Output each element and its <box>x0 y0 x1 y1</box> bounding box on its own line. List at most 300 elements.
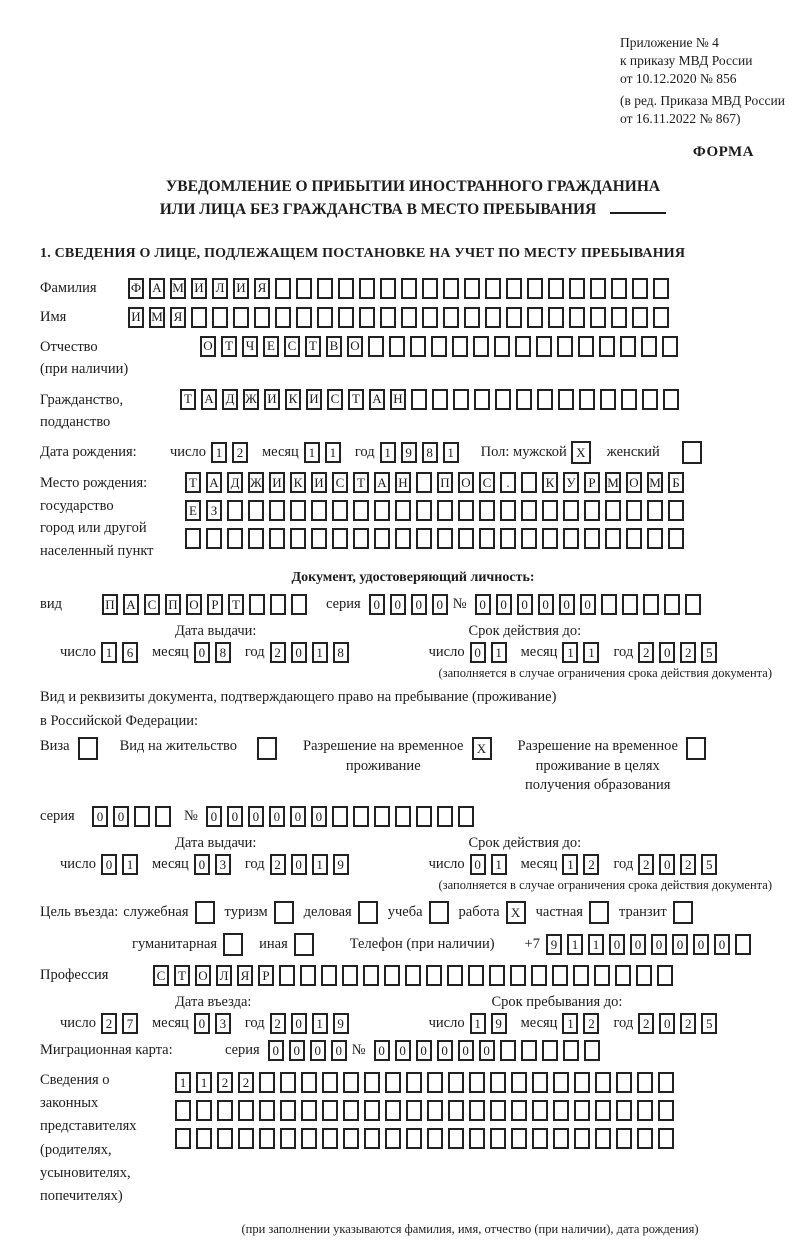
form-cell[interactable] <box>521 528 537 549</box>
form-cell[interactable] <box>279 965 295 986</box>
form-cell[interactable]: 0 <box>291 642 307 663</box>
form-cell[interactable]: Ж <box>243 389 259 410</box>
form-cell[interactable] <box>422 307 438 328</box>
form-cell[interactable] <box>458 806 474 827</box>
form-cell[interactable]: 0 <box>206 806 222 827</box>
form-cell[interactable] <box>548 307 564 328</box>
form-cell[interactable] <box>290 500 306 521</box>
form-cell[interactable] <box>410 336 426 357</box>
purpose-ucheba-checkbox[interactable] <box>429 901 449 924</box>
form-cell[interactable] <box>490 1072 506 1093</box>
purpose-delovaya-checkbox[interactable] <box>358 901 378 924</box>
form-cell[interactable] <box>641 336 657 357</box>
form-cell[interactable] <box>453 389 469 410</box>
form-cell[interactable] <box>558 389 574 410</box>
form-cell[interactable] <box>248 500 264 521</box>
form-cell[interactable] <box>542 500 558 521</box>
form-cell[interactable]: Е <box>263 336 279 357</box>
form-cell[interactable]: Т <box>348 389 364 410</box>
form-cell[interactable] <box>401 278 417 299</box>
edu-permit-checkbox[interactable] <box>686 737 706 760</box>
form-cell[interactable] <box>527 307 543 328</box>
form-cell[interactable]: 5 <box>701 1013 717 1034</box>
form-cell[interactable]: Р <box>207 594 223 615</box>
form-cell[interactable] <box>682 441 702 464</box>
form-cell[interactable]: Я <box>170 307 186 328</box>
form-cell[interactable] <box>385 1072 401 1093</box>
form-cell[interactable] <box>537 389 553 410</box>
form-cell[interactable] <box>338 307 354 328</box>
form-cell[interactable] <box>353 528 369 549</box>
form-cell[interactable] <box>506 307 522 328</box>
form-cell[interactable] <box>515 336 531 357</box>
form-cell[interactable] <box>458 528 474 549</box>
form-cell[interactable] <box>473 336 489 357</box>
form-cell[interactable]: И <box>306 389 322 410</box>
form-cell[interactable]: Ч <box>242 336 258 357</box>
form-cell[interactable]: 2 <box>270 854 286 875</box>
form-cell[interactable] <box>489 965 505 986</box>
form-cell[interactable] <box>511 1072 527 1093</box>
form-cell[interactable] <box>616 1072 632 1093</box>
form-cell[interactable] <box>563 528 579 549</box>
form-cell[interactable] <box>374 528 390 549</box>
form-cell[interactable] <box>531 965 547 986</box>
form-cell[interactable] <box>432 389 448 410</box>
form-cell[interactable] <box>464 278 480 299</box>
form-cell[interactable] <box>343 1128 359 1149</box>
form-cell[interactable] <box>175 1100 191 1121</box>
form-cell[interactable] <box>495 389 511 410</box>
form-cell[interactable] <box>599 336 615 357</box>
form-cell[interactable] <box>422 278 438 299</box>
form-cell[interactable]: X <box>472 737 492 760</box>
form-cell[interactable]: О <box>200 336 216 357</box>
form-cell[interactable]: X <box>506 901 526 924</box>
form-cell[interactable] <box>416 472 432 493</box>
form-cell[interactable] <box>616 1128 632 1149</box>
form-cell[interactable]: Т <box>185 472 201 493</box>
form-cell[interactable] <box>322 1072 338 1093</box>
form-cell[interactable] <box>280 1072 296 1093</box>
form-cell[interactable] <box>469 1072 485 1093</box>
form-cell[interactable]: 1 <box>562 1013 578 1034</box>
visa-checkbox[interactable] <box>78 737 98 760</box>
form-cell[interactable]: О <box>347 336 363 357</box>
form-cell[interactable] <box>416 500 432 521</box>
form-cell[interactable] <box>632 307 648 328</box>
form-cell[interactable] <box>469 1128 485 1149</box>
form-cell[interactable]: 1 <box>588 934 604 955</box>
form-cell[interactable] <box>294 933 314 956</box>
form-cell[interactable] <box>353 500 369 521</box>
form-cell[interactable] <box>269 500 285 521</box>
form-cell[interactable]: 9 <box>333 854 349 875</box>
form-cell[interactable]: А <box>123 594 139 615</box>
form-cell[interactable]: 0 <box>651 934 667 955</box>
form-cell[interactable] <box>657 965 673 986</box>
form-cell[interactable] <box>611 278 627 299</box>
form-cell[interactable] <box>637 1128 653 1149</box>
form-cell[interactable]: О <box>626 472 642 493</box>
form-cell[interactable] <box>673 901 693 924</box>
form-cell[interactable] <box>437 806 453 827</box>
form-cell[interactable] <box>427 1128 443 1149</box>
form-cell[interactable] <box>632 278 648 299</box>
form-cell[interactable]: 2 <box>217 1072 233 1093</box>
form-cell[interactable] <box>405 965 421 986</box>
form-cell[interactable]: . <box>500 472 516 493</box>
temp-permit-checkbox[interactable] <box>472 737 492 760</box>
form-cell[interactable] <box>301 1100 317 1121</box>
form-cell[interactable]: 8 <box>333 642 349 663</box>
form-cell[interactable] <box>206 528 222 549</box>
form-cell[interactable] <box>223 933 243 956</box>
form-cell[interactable] <box>600 389 616 410</box>
form-cell[interactable]: О <box>458 472 474 493</box>
form-cell[interactable]: 3 <box>215 1013 231 1034</box>
form-cell[interactable] <box>464 307 480 328</box>
form-cell[interactable]: 0 <box>289 1040 305 1061</box>
form-cell[interactable] <box>584 1040 600 1061</box>
form-cell[interactable] <box>254 307 270 328</box>
form-cell[interactable]: Т <box>305 336 321 357</box>
form-cell[interactable] <box>636 965 652 986</box>
form-cell[interactable] <box>590 307 606 328</box>
form-cell[interactable] <box>395 500 411 521</box>
form-cell[interactable]: Ж <box>248 472 264 493</box>
form-cell[interactable]: М <box>170 278 186 299</box>
form-cell[interactable]: 2 <box>583 854 599 875</box>
form-cell[interactable] <box>134 806 150 827</box>
form-cell[interactable]: И <box>269 472 285 493</box>
form-cell[interactable]: X <box>571 441 591 464</box>
form-cell[interactable] <box>364 1100 380 1121</box>
form-cell[interactable] <box>527 278 543 299</box>
form-cell[interactable]: 0 <box>310 1040 326 1061</box>
form-cell[interactable]: Я <box>254 278 270 299</box>
form-cell[interactable] <box>574 1128 590 1149</box>
form-cell[interactable] <box>601 594 617 615</box>
form-cell[interactable] <box>448 1128 464 1149</box>
form-cell[interactable] <box>389 336 405 357</box>
form-cell[interactable]: Т <box>228 594 244 615</box>
form-cell[interactable]: 0 <box>331 1040 347 1061</box>
form-cell[interactable] <box>452 336 468 357</box>
form-cell[interactable]: 0 <box>395 1040 411 1061</box>
form-cell[interactable]: 0 <box>290 806 306 827</box>
form-cell[interactable]: Р <box>584 472 600 493</box>
form-cell[interactable] <box>322 1128 338 1149</box>
form-cell[interactable]: И <box>233 278 249 299</box>
form-cell[interactable]: 0 <box>311 806 327 827</box>
form-cell[interactable]: М <box>605 472 621 493</box>
form-cell[interactable]: С <box>144 594 160 615</box>
form-cell[interactable] <box>458 500 474 521</box>
form-cell[interactable]: 5 <box>701 642 717 663</box>
form-cell[interactable]: 0 <box>517 594 533 615</box>
form-cell[interactable]: 1 <box>325 442 341 463</box>
form-cell[interactable] <box>290 528 306 549</box>
form-cell[interactable] <box>217 1100 233 1121</box>
form-cell[interactable]: 2 <box>101 1013 117 1034</box>
form-cell[interactable]: 9 <box>546 934 562 955</box>
form-cell[interactable] <box>274 901 294 924</box>
form-cell[interactable] <box>78 737 98 760</box>
form-cell[interactable] <box>490 1100 506 1121</box>
form-cell[interactable]: К <box>290 472 306 493</box>
form-cell[interactable] <box>594 965 610 986</box>
form-cell[interactable]: З <box>206 500 222 521</box>
form-cell[interactable]: 2 <box>232 442 248 463</box>
form-cell[interactable] <box>647 528 663 549</box>
form-cell[interactable]: 0 <box>659 642 675 663</box>
form-cell[interactable]: 1 <box>491 642 507 663</box>
form-cell[interactable] <box>653 307 669 328</box>
form-cell[interactable]: Т <box>353 472 369 493</box>
form-cell[interactable]: 1 <box>583 642 599 663</box>
form-cell[interactable] <box>579 389 595 410</box>
form-cell[interactable] <box>301 1128 317 1149</box>
form-cell[interactable] <box>574 1072 590 1093</box>
form-cell[interactable]: 1 <box>491 854 507 875</box>
form-cell[interactable] <box>516 389 532 410</box>
form-cell[interactable] <box>259 1100 275 1121</box>
form-cell[interactable] <box>238 1128 254 1149</box>
form-cell[interactable]: У <box>563 472 579 493</box>
form-cell[interactable] <box>500 1040 516 1061</box>
form-cell[interactable] <box>175 1128 191 1149</box>
form-cell[interactable]: 2 <box>270 1013 286 1034</box>
form-cell[interactable] <box>233 307 249 328</box>
form-cell[interactable] <box>658 1128 674 1149</box>
form-cell[interactable]: 1 <box>312 854 328 875</box>
form-cell[interactable]: 1 <box>175 1072 191 1093</box>
form-cell[interactable] <box>248 528 264 549</box>
form-cell[interactable] <box>249 594 265 615</box>
form-cell[interactable] <box>427 1100 443 1121</box>
form-cell[interactable]: 0 <box>475 594 491 615</box>
form-cell[interactable] <box>437 528 453 549</box>
form-cell[interactable]: 0 <box>559 594 575 615</box>
form-cell[interactable] <box>332 500 348 521</box>
form-cell[interactable] <box>311 528 327 549</box>
form-cell[interactable] <box>621 389 637 410</box>
form-cell[interactable]: 0 <box>194 1013 210 1034</box>
form-cell[interactable]: М <box>647 472 663 493</box>
form-cell[interactable]: А <box>369 389 385 410</box>
form-cell[interactable]: Р <box>258 965 274 986</box>
form-cell[interactable] <box>321 965 337 986</box>
form-cell[interactable] <box>521 1040 537 1061</box>
form-cell[interactable]: И <box>128 307 144 328</box>
form-cell[interactable] <box>227 528 243 549</box>
form-cell[interactable]: 0 <box>479 1040 495 1061</box>
form-cell[interactable] <box>578 336 594 357</box>
form-cell[interactable]: А <box>374 472 390 493</box>
form-cell[interactable]: 0 <box>470 854 486 875</box>
form-cell[interactable] <box>663 389 679 410</box>
form-cell[interactable] <box>426 965 442 986</box>
form-cell[interactable] <box>616 1100 632 1121</box>
form-cell[interactable] <box>406 1128 422 1149</box>
form-cell[interactable]: 2 <box>680 854 696 875</box>
form-cell[interactable]: 0 <box>659 1013 675 1034</box>
purpose-gumanitarnaya-checkbox[interactable] <box>223 933 243 956</box>
form-cell[interactable] <box>364 1072 380 1093</box>
form-cell[interactable] <box>605 528 621 549</box>
form-cell[interactable] <box>589 901 609 924</box>
form-cell[interactable] <box>664 594 680 615</box>
form-cell[interactable]: О <box>186 594 202 615</box>
form-cell[interactable]: 2 <box>270 642 286 663</box>
form-cell[interactable]: 8 <box>422 442 438 463</box>
form-cell[interactable]: 2 <box>638 1013 654 1034</box>
form-cell[interactable]: С <box>284 336 300 357</box>
form-cell[interactable]: 0 <box>92 806 108 827</box>
form-cell[interactable] <box>626 528 642 549</box>
form-cell[interactable]: 1 <box>312 642 328 663</box>
form-cell[interactable]: 0 <box>659 854 675 875</box>
form-cell[interactable] <box>358 901 378 924</box>
form-cell[interactable]: 0 <box>113 806 129 827</box>
form-cell[interactable] <box>359 278 375 299</box>
form-cell[interactable] <box>238 1100 254 1121</box>
form-cell[interactable]: 0 <box>194 854 210 875</box>
form-cell[interactable] <box>395 528 411 549</box>
form-cell[interactable] <box>443 307 459 328</box>
form-cell[interactable]: К <box>542 472 558 493</box>
form-cell[interactable]: П <box>102 594 118 615</box>
form-cell[interactable] <box>469 1100 485 1121</box>
form-cell[interactable] <box>553 1072 569 1093</box>
form-cell[interactable]: 9 <box>491 1013 507 1034</box>
form-cell[interactable] <box>521 472 537 493</box>
form-cell[interactable] <box>296 307 312 328</box>
form-cell[interactable] <box>401 307 417 328</box>
form-cell[interactable] <box>395 806 411 827</box>
form-cell[interactable] <box>196 1100 212 1121</box>
form-cell[interactable]: Я <box>237 965 253 986</box>
form-cell[interactable] <box>406 1100 422 1121</box>
form-cell[interactable] <box>637 1072 653 1093</box>
form-cell[interactable] <box>626 500 642 521</box>
form-cell[interactable]: 8 <box>215 642 231 663</box>
form-cell[interactable] <box>637 1100 653 1121</box>
form-cell[interactable]: 6 <box>122 642 138 663</box>
form-cell[interactable] <box>416 806 432 827</box>
form-cell[interactable] <box>427 1072 443 1093</box>
form-cell[interactable] <box>300 965 316 986</box>
form-cell[interactable] <box>485 278 501 299</box>
form-cell[interactable]: 2 <box>583 1013 599 1034</box>
form-cell[interactable] <box>573 965 589 986</box>
form-cell[interactable] <box>374 500 390 521</box>
form-cell[interactable]: 0 <box>580 594 596 615</box>
form-cell[interactable]: 0 <box>496 594 512 615</box>
form-cell[interactable] <box>275 278 291 299</box>
form-cell[interactable]: М <box>149 307 165 328</box>
form-cell[interactable] <box>595 1072 611 1093</box>
form-cell[interactable]: 1 <box>567 934 583 955</box>
form-cell[interactable] <box>685 594 701 615</box>
form-cell[interactable] <box>647 500 663 521</box>
form-cell[interactable] <box>437 500 453 521</box>
form-cell[interactable]: 1 <box>562 854 578 875</box>
form-cell[interactable] <box>532 1128 548 1149</box>
purpose-sluzhebnaya-checkbox[interactable] <box>195 901 215 924</box>
form-cell[interactable]: 1 <box>211 442 227 463</box>
form-cell[interactable]: 1 <box>562 642 578 663</box>
form-cell[interactable] <box>322 1100 338 1121</box>
form-cell[interactable] <box>270 594 286 615</box>
form-cell[interactable] <box>611 307 627 328</box>
form-cell[interactable] <box>280 1128 296 1149</box>
form-cell[interactable] <box>363 965 379 986</box>
form-cell[interactable]: 1 <box>380 442 396 463</box>
form-cell[interactable]: 9 <box>401 442 417 463</box>
form-cell[interactable]: 0 <box>268 1040 284 1061</box>
form-cell[interactable]: Л <box>216 965 232 986</box>
form-cell[interactable]: 1 <box>122 854 138 875</box>
form-cell[interactable] <box>511 1100 527 1121</box>
form-cell[interactable] <box>542 528 558 549</box>
form-cell[interactable]: Л <box>212 278 228 299</box>
form-cell[interactable]: 0 <box>411 594 427 615</box>
form-cell[interactable]: А <box>149 278 165 299</box>
form-cell[interactable] <box>447 965 463 986</box>
form-cell[interactable]: И <box>264 389 280 410</box>
form-cell[interactable] <box>595 1128 611 1149</box>
form-cell[interactable] <box>317 307 333 328</box>
form-cell[interactable]: 2 <box>638 642 654 663</box>
form-cell[interactable] <box>416 528 432 549</box>
form-cell[interactable] <box>500 500 516 521</box>
form-cell[interactable] <box>662 336 678 357</box>
purpose-rabota-checkbox[interactable] <box>506 901 526 924</box>
form-cell[interactable]: 0 <box>369 594 385 615</box>
form-cell[interactable] <box>374 806 390 827</box>
form-cell[interactable] <box>332 806 348 827</box>
form-cell[interactable]: Д <box>227 472 243 493</box>
form-cell[interactable]: А <box>201 389 217 410</box>
form-cell[interactable] <box>485 307 501 328</box>
form-cell[interactable] <box>280 1100 296 1121</box>
form-cell[interactable] <box>311 500 327 521</box>
form-cell[interactable] <box>191 307 207 328</box>
form-cell[interactable] <box>563 500 579 521</box>
form-cell[interactable] <box>406 1072 422 1093</box>
form-cell[interactable]: 0 <box>248 806 264 827</box>
form-cell[interactable] <box>490 1128 506 1149</box>
form-cell[interactable] <box>658 1072 674 1093</box>
form-cell[interactable] <box>569 278 585 299</box>
form-cell[interactable]: 0 <box>101 854 117 875</box>
form-cell[interactable] <box>595 1100 611 1121</box>
form-cell[interactable]: 0 <box>538 594 554 615</box>
form-cell[interactable] <box>364 1128 380 1149</box>
form-cell[interactable]: В <box>326 336 342 357</box>
form-cell[interactable] <box>217 1128 233 1149</box>
form-cell[interactable] <box>668 528 684 549</box>
form-cell[interactable]: Б <box>668 472 684 493</box>
form-cell[interactable]: 1 <box>470 1013 486 1034</box>
form-cell[interactable]: 1 <box>312 1013 328 1034</box>
form-cell[interactable] <box>468 965 484 986</box>
form-cell[interactable]: 2 <box>238 1072 254 1093</box>
form-cell[interactable] <box>686 737 706 760</box>
form-cell[interactable] <box>553 1100 569 1121</box>
